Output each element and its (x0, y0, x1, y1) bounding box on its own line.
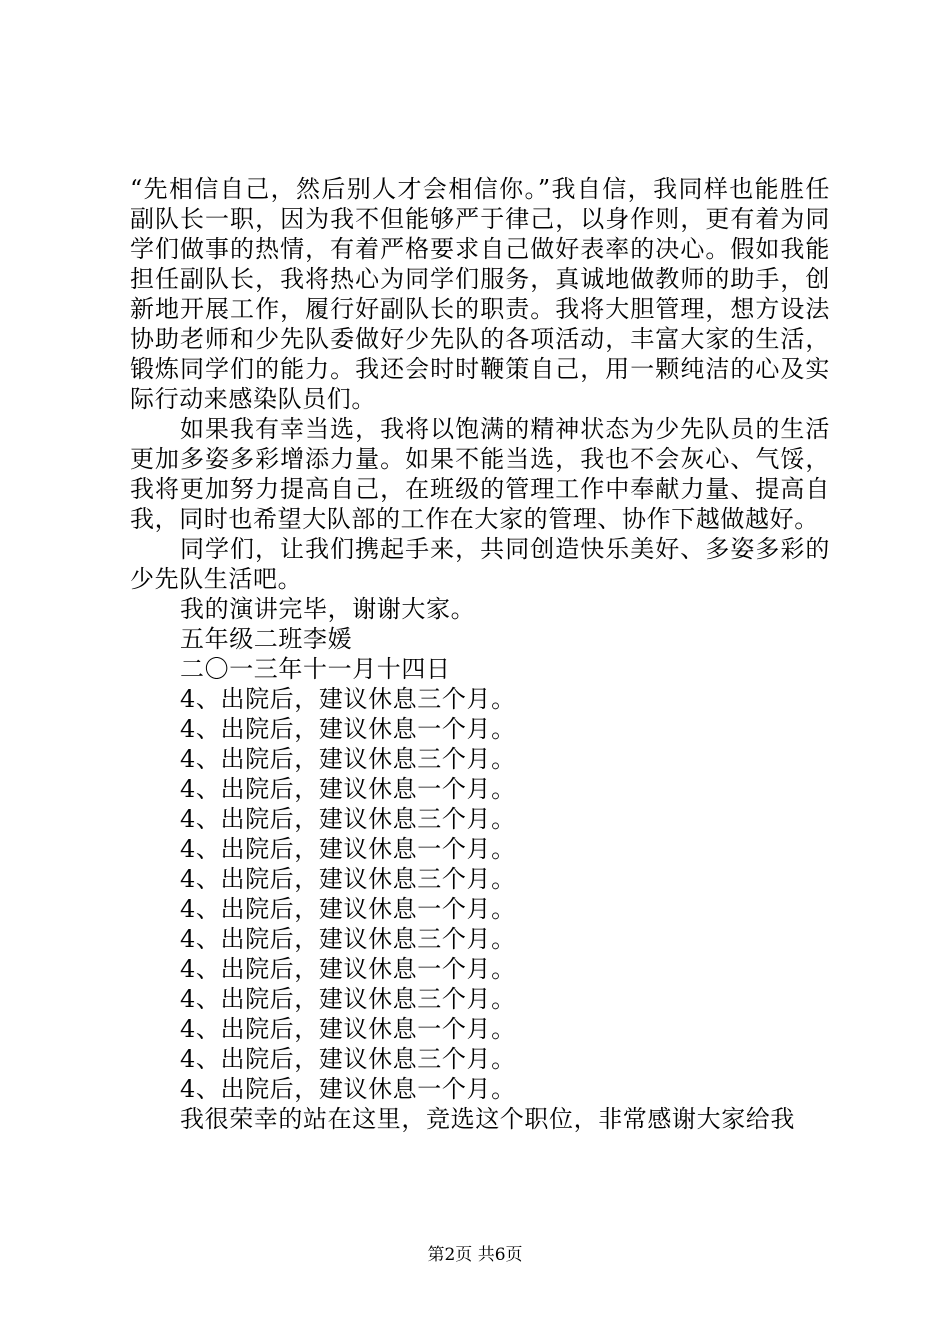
paragraph: 4、出院后，建议休息三个月。 (180, 1045, 516, 1073)
paragraph: 4、出院后，建议休息一个月。 (180, 1015, 516, 1043)
paragraph: 五年级二班李媛 (180, 625, 353, 653)
paragraph: 我很荣幸的站在这里，竞选这个职位，非常感谢大家给我 (180, 1105, 795, 1133)
paragraph: 4、出院后，建议休息三个月。 (180, 865, 516, 893)
paragraph: 同学们，让我们携起手来，共同创造快乐美好、多姿多彩的少先队生活吧。 (130, 535, 830, 593)
paragraph: 4、出院后，建议休息一个月。 (180, 1075, 516, 1103)
paragraph: 4、出院后，建议休息三个月。 (180, 985, 516, 1013)
paragraph: 4、出院后，建议休息一个月。 (180, 715, 516, 743)
paragraph: 4、出院后，建议休息一个月。 (180, 775, 516, 803)
paragraph: “先相信自己，然后别人才会相信你。”我自信，我同样也能胜任副队长一职，因为我不但能够严于律己，以身作则，更有着为同学们做事的热情，有着严格要求自己做好表率的决心。假如我能担任副队长，我将热心为同学们服务，真诚地做教师的助手，创新地开展工作，履行好副队长的职责。我将大胆管理，想方设法协助老师和少先队委做好少先队的各项活动，丰富大家的生活，锻炼同学们的能力。我还会时时鞭策自己，用一颗纯洁的心及实际行动来感染队员们。 (130, 175, 830, 413)
document-body (130, 174, 830, 1134)
paragraph: 4、出院后，建议休息三个月。 (180, 925, 516, 953)
paragraph: 4、出院后，建议休息三个月。 (180, 805, 516, 833)
paragraph: 4、出院后，建议休息一个月。 (180, 955, 516, 983)
paragraph: 我的演讲完毕，谢谢大家。 (180, 595, 476, 623)
paragraph: 二〇一三年十一月十四日 (180, 655, 451, 683)
paragraph: 4、出院后，建议休息三个月。 (180, 745, 516, 773)
paragraph: 4、出院后，建议休息三个月。 (180, 685, 516, 713)
paragraph: 4、出院后，建议休息一个月。 (180, 835, 516, 863)
page-footer: 第2页 共6页 (427, 1245, 523, 1265)
paragraph: 如果我有幸当选，我将以饱满的精神状态为少先队员的生活更加多姿多彩增添力量。如果不能当选，我也不会灰心、气馁，我将更加努力提高自己，在班级的管理工作中奉献力量、提高自我，同时也希望大队部的工作在大家的管理、协作下越做越好。 (130, 415, 830, 533)
paragraph: 4、出院后，建议休息一个月。 (180, 895, 516, 923)
